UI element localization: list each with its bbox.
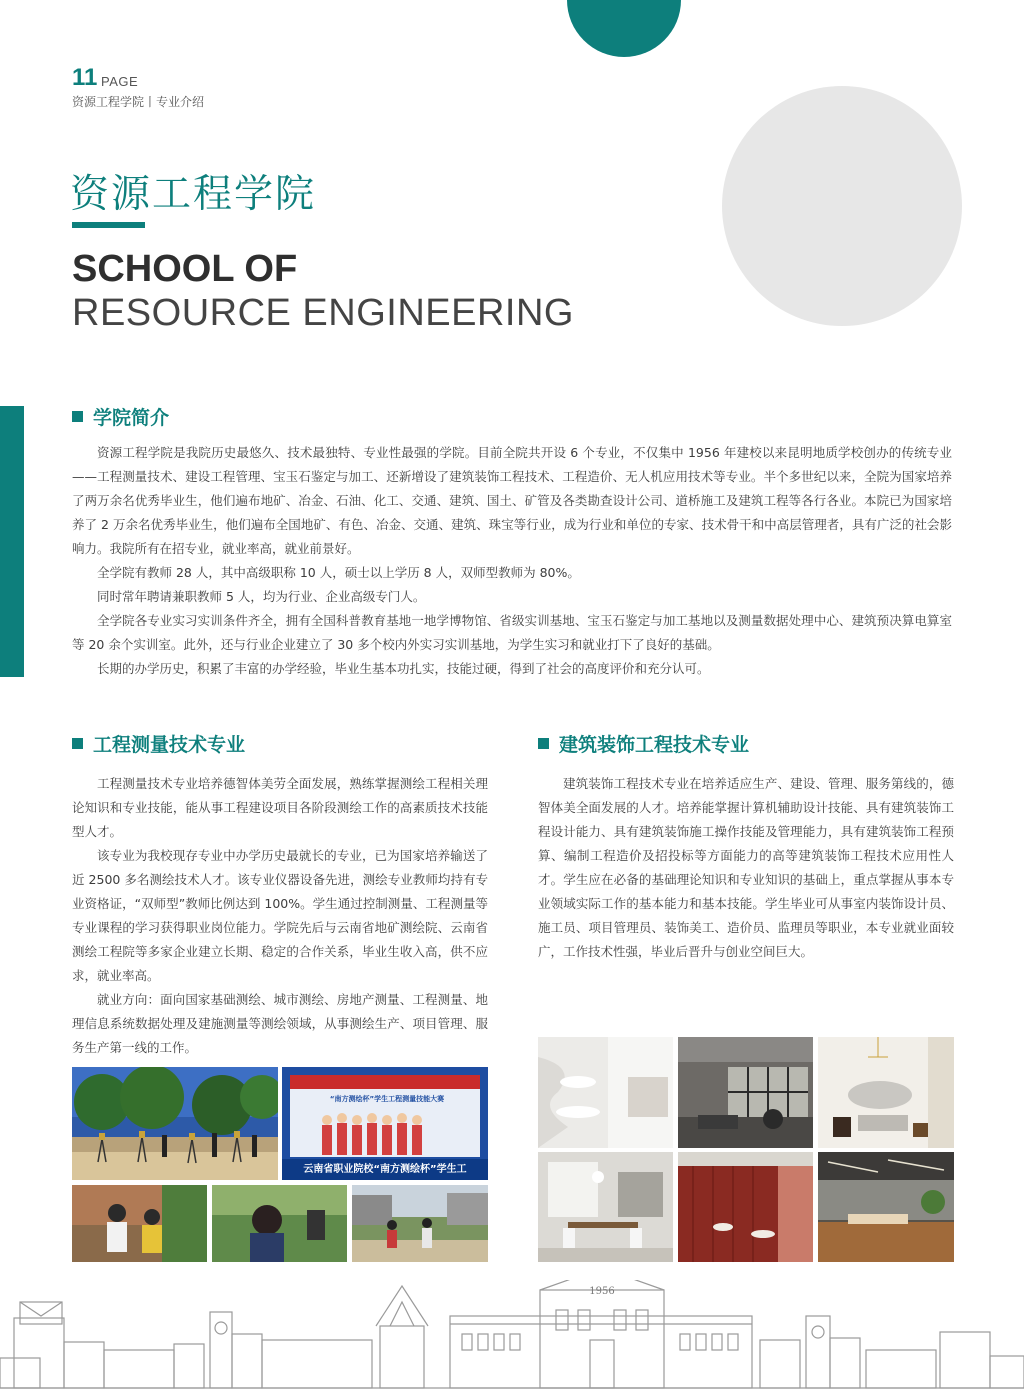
banner-line2: 云南省职业院校“南方测绘杯”学生工 — [303, 1164, 467, 1175]
page-label: PAGE — [101, 74, 139, 89]
photo-white-interior — [538, 1037, 673, 1148]
survey-heading-text: 工程测量技术专业 — [93, 734, 246, 756]
survey-paragraph: 就业方向：面向国家基础测绘、城市测绘、房地产测量、工程测量、地理信息系统数据处理及建施测量等测绘领域，从事测绘生产、项目管理、服务生产第一线的工作。 — [72, 992, 488, 1055]
photo-red-curtain-hall — [678, 1152, 813, 1262]
intro-paragraph: 长期的办学历史，积累了丰富的办学经验，毕业生基本功扎实，技能过硬，得到了社会的高度评价和充分认可。 — [97, 661, 710, 676]
survey-heading — [72, 730, 245, 757]
decor-heading-text: 建筑装饰工程技术专业 — [559, 734, 750, 756]
intro-heading-text: 学院简介 — [93, 407, 170, 429]
photo-classic-lounge — [818, 1037, 954, 1148]
photo-dining-room — [538, 1152, 673, 1262]
photo-field-survey — [352, 1185, 488, 1262]
intro-body — [72, 441, 952, 681]
square-bullet-icon — [72, 411, 83, 422]
banner-line1: “南方测绘杯”学生工程测量技能大赛 — [329, 1095, 445, 1103]
decor-heading — [538, 730, 749, 757]
intro-heading — [72, 403, 169, 430]
intro-paragraph: 资源工程学院是我院历史最悠久、技术最独特、专业性最强的学院。目前全院共开设 6 个专业，不仅集中 1956 年建校以来昆明地质学校创办的传统专业——工程测量技术、建设工程管理、宝玉石鉴定与加工、还新增设了建筑装饰工程技术、工程造价、无人机应用技术等专业。半个多世纪以来，全院为国家培养了两万余名优秀毕业生，他们遍布地矿、冶金、石油、化工、交通、建筑、国土、矿管及各类勘查设计公司、道桥施工及建筑工程等各行各业。本院已为国家培养了 2 万余名优秀毕业生，他们遍布全国地矿、有色、冶金、交通、建筑、珠宝等行业，成为行业和单位的专家、技术骨干和中高层管理者，具有广泛的社会影响力。我院所有在招专业，就业率高，就业前景好。 — [72, 445, 952, 556]
campus-skyline-illustration — [0, 1280, 1024, 1389]
title-underline — [72, 222, 145, 228]
decorative-gray-circle — [722, 86, 962, 326]
photo-loft-living-room — [678, 1037, 813, 1148]
page-title-chinese: 资源工程学院 — [70, 172, 317, 217]
survey-paragraph: 该专业为我校现存专业中办学历史最就长的专业，已为国家培养输送了近 2500 多名测绘技术人才。该专业仪器设备先进，测绘专业教师均持有专业资格证，“双师型”教师比例达到 100%。学生通过控制测量、工程测量等专业课程的学习获得职业岗位能力。学院先后与云南省地矿测绘院、云南省测绘工程院等多家企业建立长期、稳定的合作关系，毕业生收入高，供不应求，就业率高。 — [72, 848, 488, 983]
survey-paragraph: 工程测量技术专业培养德智体美劳全面发展，熟练掌握测绘工程相关理论知识和专业技能，能从事工程建设项目各阶段测绘工作的高素质技术技能型人才。 — [72, 776, 488, 839]
decor-body — [538, 772, 954, 964]
page-title-english-line2: RESOURCE ENGINEERING — [72, 292, 574, 334]
building-year-label: 1956 — [589, 1286, 615, 1297]
square-bullet-icon — [538, 738, 549, 749]
top-teal-semicircle — [567, 0, 681, 57]
decor-paragraph: 建筑装饰工程技术专业在培养适应生产、建设、管理、服务第线的，德智体美全面发展的人才。培养能掌握计算机辅助设计技能、具有建筑装饰工程设计能力、具有建筑装饰施工操作技能及管理能力，具有建筑装饰工程预算、编制工程造价及招投标等方面能力的高等建筑装饰工程技术应用性人才。学生应在必备的基础理论知识和专业知识的基础上，重点掌握从事本专业领域实际工作的基本能力和基本技能。学生毕业可从事室内装饰设计员、施工员、项目管理员、装饰美工、造价员、监理员等职业，本专业就业面较广，工作技术性强，毕业后晋升与创业空间巨大。 — [538, 776, 954, 959]
left-accent-bar — [0, 406, 24, 677]
page-title-english-line1: SCHOOL OF — [72, 248, 298, 290]
intro-paragraph: 全学院有教师 28 人，其中高级职称 10 人，硕士以上学历 8 人，双师型教师为 80%。 — [97, 565, 580, 580]
photo-surveying-plaza — [72, 1067, 278, 1180]
photo-open-office — [818, 1152, 954, 1262]
intro-paragraph: 全学院各专业实习实训条件齐全，拥有全国科普教育基地一地学博物馆、省级实训基地、宝玉石鉴定与加工基地以及测量数据处理中心、建筑预决算电算室等 20 余个实训室。此外，还与行业企业建立了 30 多个校内外实习实训基地，为学生实习和就业打下了良好的基础。 — [72, 613, 952, 652]
photo-student-instrument — [72, 1185, 207, 1262]
breadcrumb: 资源工程学院丨专业介绍 — [72, 95, 205, 109]
photo-student-portrait — [212, 1185, 347, 1262]
page-number: 11 — [72, 64, 98, 91]
survey-body — [72, 772, 488, 1060]
intro-paragraph: 同时常年聘请兼职教师 5 人，均为行业、企业高级专门人。 — [97, 589, 426, 604]
photo-competition-banner — [282, 1067, 488, 1180]
square-bullet-icon — [72, 738, 83, 749]
